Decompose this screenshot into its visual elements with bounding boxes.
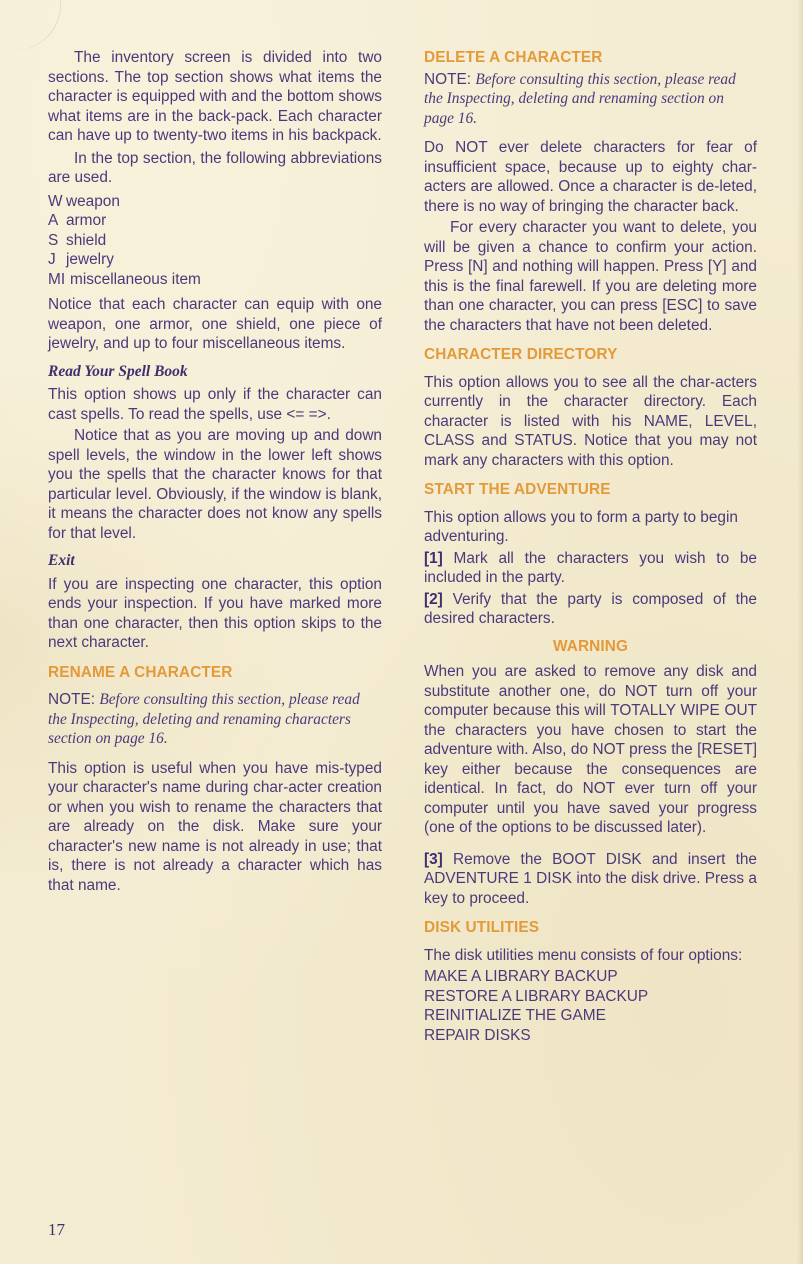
- disk-utility-option: MAKE A LIBRARY BACKUP: [424, 968, 618, 985]
- delete-note: [424, 70, 757, 129]
- warning-heading: WARNING: [552, 637, 629, 655]
- spell-book-paragraph: This option shows up only if the character can cast spells. To read the spells, use <= =>.: [48, 386, 382, 423]
- abbreviation-list: [48, 192, 382, 290]
- abbreviation-label: weapon: [66, 192, 120, 210]
- disk-utilities-paragraph: The disk utilities menu consists of four options:: [424, 946, 743, 964]
- abbreviation-row: [48, 231, 382, 251]
- rename-note: [48, 690, 382, 749]
- start-adventure-heading: START THE ADVENTURE: [424, 481, 611, 498]
- abbreviation-key: S: [48, 231, 59, 249]
- note-text: Before consulting this section, please read the Inspecting, deleting and renaming characters section on page 16.: [48, 691, 360, 747]
- disk-utility-option: REINITIALIZE THE GAME: [424, 1007, 606, 1024]
- step-text: Remove the BOOT DISK and insert the ADVENTURE 1 DISK into the disk drive. Press a key to proceed.: [424, 850, 757, 907]
- disk-utility-option: REPAIR DISKS: [424, 1026, 531, 1044]
- character-directory-heading: CHARACTER DIRECTORY: [424, 346, 618, 363]
- abbreviation-key: J: [48, 251, 56, 268]
- abbreviation-label: shield: [66, 231, 107, 249]
- rename-paragraph: This option is useful when you have mis-typed your character's name during char-acter creation or when you wish to rename the characters that are already on the disk. Make sure your character's new name is not already in use; that is, there is not already a character which has that name.: [48, 759, 382, 894]
- equip-limits-paragraph: Notice that each character can equip with one weapon, one armor, one shield, one piece of jewelry, and up to four miscellaneous items.: [48, 296, 382, 352]
- abbreviation-row: [48, 250, 382, 270]
- step-number: [1]: [424, 549, 443, 567]
- abbreviation-label: armor: [66, 212, 107, 229]
- abbreviation-label: jewelry: [66, 251, 114, 268]
- page-number: 17: [48, 1220, 65, 1239]
- disk-utility-option: RESTORE A LIBRARY BACKUP: [424, 987, 649, 1005]
- abbreviations-intro-paragraph: In the top section, the following abbreviations are used.: [48, 149, 382, 186]
- disk-utilities-heading: DISK UTILITIES: [424, 919, 540, 936]
- inventory-intro-paragraph: The inventory screen is divided into two sections. The top section shows what items the character is equipped with and the bottom shows what items are in the back-pack. Each character can have up to twenty-two items in his backpack.: [48, 49, 382, 144]
- step-text: Mark all the characters you wish to be included in the party.: [424, 549, 757, 586]
- abbreviation-key: A: [48, 212, 59, 229]
- page-edge-shadow: [797, 0, 803, 1264]
- abbreviation-row: [48, 211, 382, 231]
- note-label: NOTE:: [48, 691, 100, 708]
- abbreviation-row: [48, 192, 382, 212]
- step-number: [2]: [424, 590, 443, 608]
- abbreviation-label: miscellaneous item: [70, 270, 201, 288]
- character-directory-paragraph: This option allows you to see all the char-acters currently in the character directory. Each character is listed with his NAME, LEVEL, CLASS and STATUS. Notice that you may not mark any characters with this option.: [424, 373, 757, 469]
- disk-utilities-options: [424, 967, 757, 1045]
- right-column: [424, 48, 757, 1045]
- rename-character-heading: RENAME A CHARACTER: [48, 663, 233, 681]
- note-label: NOTE:: [424, 70, 476, 88]
- step-item: [424, 590, 757, 629]
- abbreviation-key: MI: [48, 270, 66, 288]
- step-text: Verify that the party is composed of the desired characters.: [424, 590, 757, 627]
- step-item: [424, 549, 757, 588]
- start-adventure-paragraph: This option allows you to form a party to begin adventuring.: [424, 508, 738, 545]
- spell-levels-paragraph: Notice that as you are moving up and down spell levels, the window in the lower left shows you the spells that the character knows for that particular level. Obviously, if the window is blank, it means the character does not know any spells for that level.: [48, 427, 382, 542]
- abbreviation-row: [48, 270, 382, 290]
- step-item: [424, 850, 757, 909]
- delete-warning-paragraph: Do NOT ever delete characters for fear of insufficient space, because up to eighty char-acters are allowed. Once a character is de-leted, there is no way of bringing the character back.: [424, 139, 757, 215]
- warning-paragraph: When you are asked to remove any disk and substitute another one, do NOT turn off your computer because this will TOTALLY WIPE OUT the characters you have chosen to start the adventure with. Also, do NOT press the [RESET] key either because the consequences are identical. In fact, do NOT ever turn off your computer until you have saved your progress (one of the options to be discussed later).: [424, 663, 757, 836]
- delete-confirm-paragraph: For every character you want to delete, you will be given a chance to confirm your action. Press [N] and nothing will happen. Press [Y] and this is the final farewell. If you are deleting more than one character, you can press [ESC] to save the characters that have not been deleted.: [424, 219, 757, 334]
- spell-book-heading: Read Your Spell Book: [48, 362, 188, 380]
- exit-paragraph: If you are inspecting one character, this option ends your inspection. If you have marked more than one character, then this option skips to the next character.: [48, 575, 382, 651]
- exit-heading: Exit: [48, 552, 75, 569]
- delete-character-heading: DELETE A CHARACTER: [424, 49, 603, 66]
- step-number: [3]: [424, 850, 443, 868]
- abbreviation-key: W: [48, 192, 63, 210]
- note-text: Before consulting this section, please read the Inspecting, deleting and renaming section on page 16.: [424, 70, 736, 127]
- left-column: [48, 48, 382, 903]
